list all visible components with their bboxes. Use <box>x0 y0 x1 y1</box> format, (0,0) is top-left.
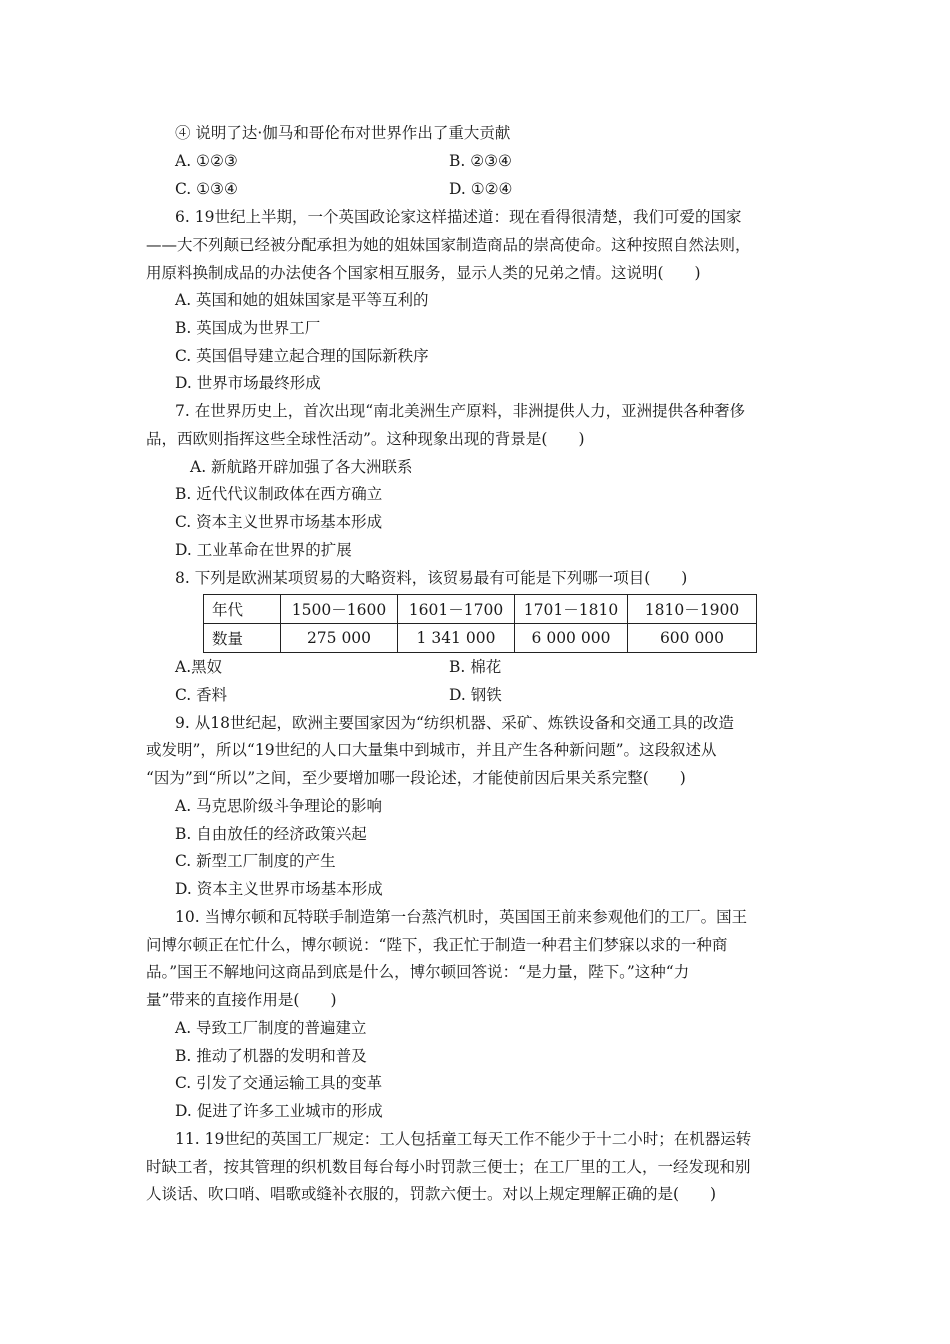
table-header-row <box>204 595 757 624</box>
table-cell: 1701－1810 <box>515 595 628 624</box>
q11-line3: 人谈话、吹口哨、唱歌或缝补衣服的，罚款六便士。对以上规定理解正确的是( ) <box>146 1185 717 1203</box>
q6-line3: 用原料换制成品的办法使各个国家相互服务，显示人类的兄弟之情。这说明( ) <box>146 264 701 282</box>
q7-option-d: D. 工业革命在世界的扩展 <box>175 541 352 559</box>
q7-line2: 品，西欧则指挥这些全球性活动”。这种现象出现的背景是( ) <box>146 430 585 448</box>
q9-line1: 9. 从18世纪起，欧洲主要国家因为“纺织机器、采矿、炼铁设备和交通工具的改造 <box>175 714 734 732</box>
q9-line2: 或发明”，所以“19世纪的人口大量集中到城市，并且产生各种新问题”。这段叙述从 <box>146 741 717 759</box>
q10-option-b: B. 推动了机器的发明和普及 <box>175 1047 367 1065</box>
q7-option-c: C. 资本主义世界市场基本形成 <box>175 513 383 531</box>
q10-line4: 量”带来的直接作用是( ) <box>146 991 337 1009</box>
q7-option-b: B. 近代代议制政体在西方确立 <box>175 485 383 503</box>
q6-option-a: A. 英国和她的姐妹国家是平等互利的 <box>175 291 429 309</box>
q8-line1: 8. 下列是欧洲某项贸易的大略资料，该贸易最有可能是下列哪一项目( ) <box>175 569 688 587</box>
q6-line2: ——大不列颠已经被分配承担为她的姐妹国家制造商品的崇高使命。这种按照自然法则， <box>146 236 751 254</box>
table-cell: 数量 <box>204 624 281 653</box>
table-cell: 600 000 <box>628 624 757 653</box>
table-cell: 1601－1700 <box>398 595 515 624</box>
q7-line1: 7. 在世界历史上，首次出现“南北美洲生产原料，非洲提供人力，亚洲提供各种奢侈 <box>175 402 746 420</box>
q8-option-a: A.黑奴 <box>175 658 223 676</box>
prev-option-c: C. ①③④ <box>175 180 238 198</box>
table-row <box>204 624 757 653</box>
q8-option-c: C. 香料 <box>175 686 228 704</box>
q11-line1: 11. 19世纪的英国工厂规定：工人包括童工每天工作不能少于十二小时；在机器运转 <box>175 1130 752 1148</box>
table-cell: 年代 <box>204 595 281 624</box>
table-cell: 1500－1600 <box>281 595 398 624</box>
trade-data-table <box>203 594 757 653</box>
q10-line1: 10. 当博尔顿和瓦特联手制造第一台蒸汽机时，英国国王前来参观他们的工厂。国王 <box>175 908 748 926</box>
q6-line1: 6. 19世纪上半期，一个英国政论家这样描述道：现在看得很清楚，我们可爱的国家 <box>175 208 742 226</box>
q9-option-b: B. 自由放任的经济政策兴起 <box>175 825 367 843</box>
q6-option-b: B. 英国成为世界工厂 <box>175 319 321 337</box>
q9-option-a: A. 马克思阶级斗争理论的影响 <box>175 797 383 815</box>
table-cell: 6 000 000 <box>515 624 628 653</box>
q9-line3: “因为”到“所以”之间，至少要增加哪一段论述，才能使前因后果关系完整( ) <box>146 769 686 787</box>
q10-option-d: D. 促进了许多工业城市的形成 <box>175 1102 383 1120</box>
q10-line3: 品。”国王不解地问这商品到底是什么，博尔顿回答说：“是力量，陛下。”这种“力 <box>146 963 690 981</box>
prev-option-d: D. ①②④ <box>449 180 513 198</box>
q10-option-a: A. 导致工厂制度的普遍建立 <box>175 1019 367 1037</box>
q6-option-d: D. 世界市场最终形成 <box>175 374 321 392</box>
prev-option-a: A. ①②③ <box>175 152 238 170</box>
q8-option-d: D. 钢铁 <box>449 686 502 704</box>
q11-line2: 时缺工者，按其管理的织机数目每台每小时罚款三便士；在工厂里的工人，一经发现和别 <box>146 1158 751 1176</box>
q6-option-c: C. 英国倡导建立起合理的国际新秩序 <box>175 347 429 365</box>
table-cell: 1 341 000 <box>398 624 515 653</box>
table-cell: 1810－1900 <box>628 595 757 624</box>
q7-option-a: A. 新航路开辟加强了各大洲联系 <box>190 458 413 476</box>
prev-item4: ④ 说明了达·伽马和哥伦布对世界作出了重大贡献 <box>175 124 511 142</box>
q8-option-b: B. 棉花 <box>449 658 502 676</box>
q9-option-d: D. 资本主义世界市场基本形成 <box>175 880 383 898</box>
prev-option-b: B. ②③④ <box>449 152 512 170</box>
q10-line2: 问博尔顿正在忙什么，博尔顿说：“陛下，我正忙于制造一种君主们梦寐以求的一种商 <box>146 936 728 954</box>
table-cell: 275 000 <box>281 624 398 653</box>
q10-option-c: C. 引发了交通运输工具的变革 <box>175 1074 383 1092</box>
q9-option-c: C. 新型工厂制度的产生 <box>175 852 336 870</box>
